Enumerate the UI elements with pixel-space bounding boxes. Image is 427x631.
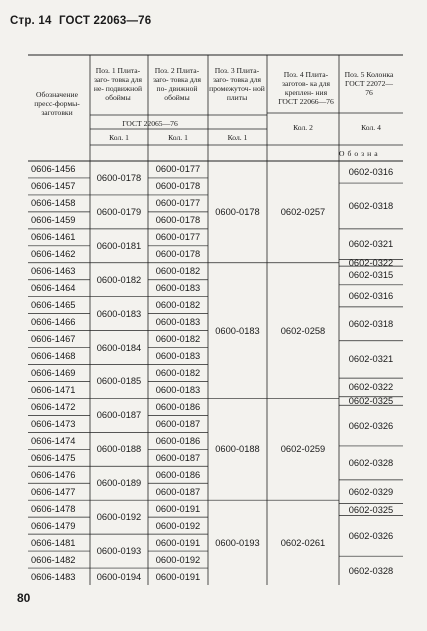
- pos4-cell: 0602-0261: [280, 537, 326, 548]
- pos1-cell: 0600-0189: [96, 478, 142, 489]
- pos5-cell: 0602-0326: [348, 420, 394, 431]
- designation-cell: 0606-1471: [31, 384, 76, 395]
- qty-pos1: Кол. 1: [109, 133, 129, 142]
- pos5-cell: 0602-0328: [348, 565, 394, 576]
- designation-cell: 0606-1474: [31, 435, 76, 446]
- pos1-cell: 0600-0187: [96, 410, 142, 421]
- pos2-cell: 0600-0191: [155, 537, 201, 548]
- designation-cell: 0606-1476: [31, 469, 76, 480]
- pos4-cell: 0602-0258: [280, 325, 326, 336]
- pos2-cell: 0600-0186: [155, 435, 201, 446]
- pos2-cell: 0600-0183: [155, 283, 201, 294]
- column-header-pos1: Поз. 1 Плита-заго- товка для не- подвижной обоймы: [93, 66, 143, 102]
- designation-cell: 0606-1469: [31, 368, 76, 378]
- pos5-cell: 0602-0329: [348, 486, 394, 497]
- pos2-cell: 0600-0191: [155, 571, 201, 582]
- qty-pos3: Кол. 1: [227, 133, 248, 142]
- column-header-designation: Обозначение пресс-формы-заготовки: [34, 90, 80, 117]
- pos4-cell: 0602-0257: [280, 206, 326, 217]
- pos5-cell: 0602-0326: [348, 530, 394, 541]
- pos3-cell: 0600-0178: [215, 206, 260, 217]
- pos1-cell: 0600-0182: [96, 274, 142, 285]
- pos2-cell: 0600-0183: [155, 351, 201, 362]
- pos2-cell: 0600-0178: [155, 249, 201, 260]
- designation-cell: 0606-1457: [31, 181, 76, 192]
- column-header-pos4: Поз. 4 Плита-заготов- ка для креплен- ния ГОСТ 22066—76: [278, 70, 334, 106]
- pos2-cell: 0600-0187: [155, 418, 201, 429]
- pos2-cell: 0600-0192: [155, 554, 201, 565]
- pos5-cell: 0602-0316: [348, 167, 394, 178]
- pos2-cell: 0600-0177: [155, 164, 201, 175]
- pos2-cell: 0600-0186: [155, 401, 201, 412]
- pos5-cell: 0602-0328: [348, 457, 394, 468]
- designation-cell: 0606-1473: [31, 418, 76, 429]
- designation-cell: 0606-1483: [31, 571, 76, 582]
- designation-cell: 0606-1467: [31, 334, 76, 345]
- pos2-cell: 0600-0178: [155, 215, 201, 226]
- pos2-cell: 0600-0183: [155, 384, 201, 395]
- pos5-cell: 0602-0316: [348, 290, 394, 301]
- pos2-cell: 0600-0182: [155, 368, 201, 378]
- qty-pos4: Кол. 2: [293, 123, 313, 132]
- pos5-cell: 0602-0321: [348, 354, 394, 365]
- qty-pos5: Кол. 4: [361, 123, 381, 132]
- designation-cell: 0606-1472: [31, 401, 76, 412]
- designation-cell: 0606-1456: [31, 164, 76, 175]
- pos5-cell: 0602-0318: [348, 318, 394, 329]
- pos1-cell: 0600-0194: [96, 571, 142, 582]
- pos2-cell: 0600-0183: [155, 317, 201, 328]
- pos5-cell: 0602-0325: [348, 395, 394, 406]
- designation-cell: 0606-1468: [31, 351, 76, 362]
- pos2-cell: 0600-0186: [155, 469, 201, 480]
- pos2-cell: 0600-0177: [155, 198, 201, 209]
- pos2-cell: 0600-0182: [155, 266, 201, 277]
- pos2-cell: 0600-0192: [155, 520, 201, 531]
- pos5-cell: 0602-0315: [348, 270, 394, 281]
- designation-cell: 0606-1478: [31, 503, 76, 514]
- pos3-cell: 0600-0193: [215, 537, 260, 548]
- pos1-cell: 0600-0188: [96, 444, 142, 455]
- designation-cell: 0606-1464: [31, 283, 76, 294]
- pos5-cell: 0602-0318: [348, 200, 394, 211]
- designation-cell: 0606-1461: [31, 232, 76, 243]
- pos1-cell: 0600-0179: [96, 206, 142, 217]
- pos2-cell: 0600-0191: [155, 503, 201, 514]
- designation-cell: 0606-1481: [31, 537, 76, 548]
- designation-cell: 0606-1479: [31, 520, 76, 531]
- pos2-cell: 0600-0178: [155, 181, 201, 192]
- pos1-cell: 0600-0178: [96, 172, 142, 183]
- page-label: Стр. 14: [10, 15, 52, 27]
- pos2-cell: 0600-0177: [155, 232, 201, 243]
- pos5-cell: 0602-0321: [348, 239, 394, 250]
- pos1-cell: 0600-0185: [96, 376, 142, 387]
- pos5-cell: 0602-0322: [348, 257, 394, 268]
- column-header-pos3: Поз. 3 Плита-заго- товка для промежуточ- ной плиты: [209, 66, 265, 102]
- pos1-cell: 0600-0192: [96, 512, 142, 523]
- designation-cell: 0606-1459: [31, 215, 76, 226]
- pos1-cell: 0600-0181: [96, 240, 142, 251]
- page-number: 80: [17, 591, 31, 605]
- designation-band-label: Обозна: [339, 149, 381, 158]
- pos1-cell: 0600-0183: [96, 308, 142, 319]
- pos1-cell: 0600-0184: [96, 342, 142, 353]
- pos3-cell: 0600-0188: [215, 444, 260, 455]
- gost-subheader: ГОСТ 22065—76: [122, 119, 178, 128]
- pos1-cell: 0600-0193: [96, 546, 142, 557]
- designation-cell: 0606-1482: [31, 554, 76, 565]
- designation-cell: 0606-1477: [31, 486, 76, 497]
- designation-cell: 0606-1462: [31, 249, 76, 260]
- designation-cell: 0606-1465: [31, 300, 76, 311]
- pos4-cell: 0602-0259: [280, 444, 326, 455]
- pos5-cell: 0602-0325: [348, 504, 394, 515]
- pos5-cell: 0602-0322: [348, 382, 394, 393]
- column-header-pos5: Поз. 5 Колонка ГОСТ 22072—76: [344, 70, 394, 97]
- qty-pos2: Кол. 1: [168, 133, 188, 142]
- designation-cell: 0606-1466: [31, 317, 76, 328]
- column-header-pos2: Поз. 2 Плита-заго- товка для по- движной обоймы: [152, 66, 202, 102]
- pos2-cell: 0600-0187: [155, 452, 201, 463]
- standard-number: ГОСТ 22063—76: [58, 15, 152, 27]
- pos2-cell: 0600-0182: [155, 300, 201, 311]
- pos2-cell: 0600-0187: [155, 486, 201, 497]
- pos2-cell: 0600-0182: [155, 334, 201, 345]
- designation-cell: 0606-1463: [31, 266, 76, 277]
- pos3-cell: 0600-0183: [215, 325, 260, 336]
- designation-cell: 0606-1458: [31, 198, 76, 209]
- designation-cell: 0606-1475: [31, 452, 76, 463]
